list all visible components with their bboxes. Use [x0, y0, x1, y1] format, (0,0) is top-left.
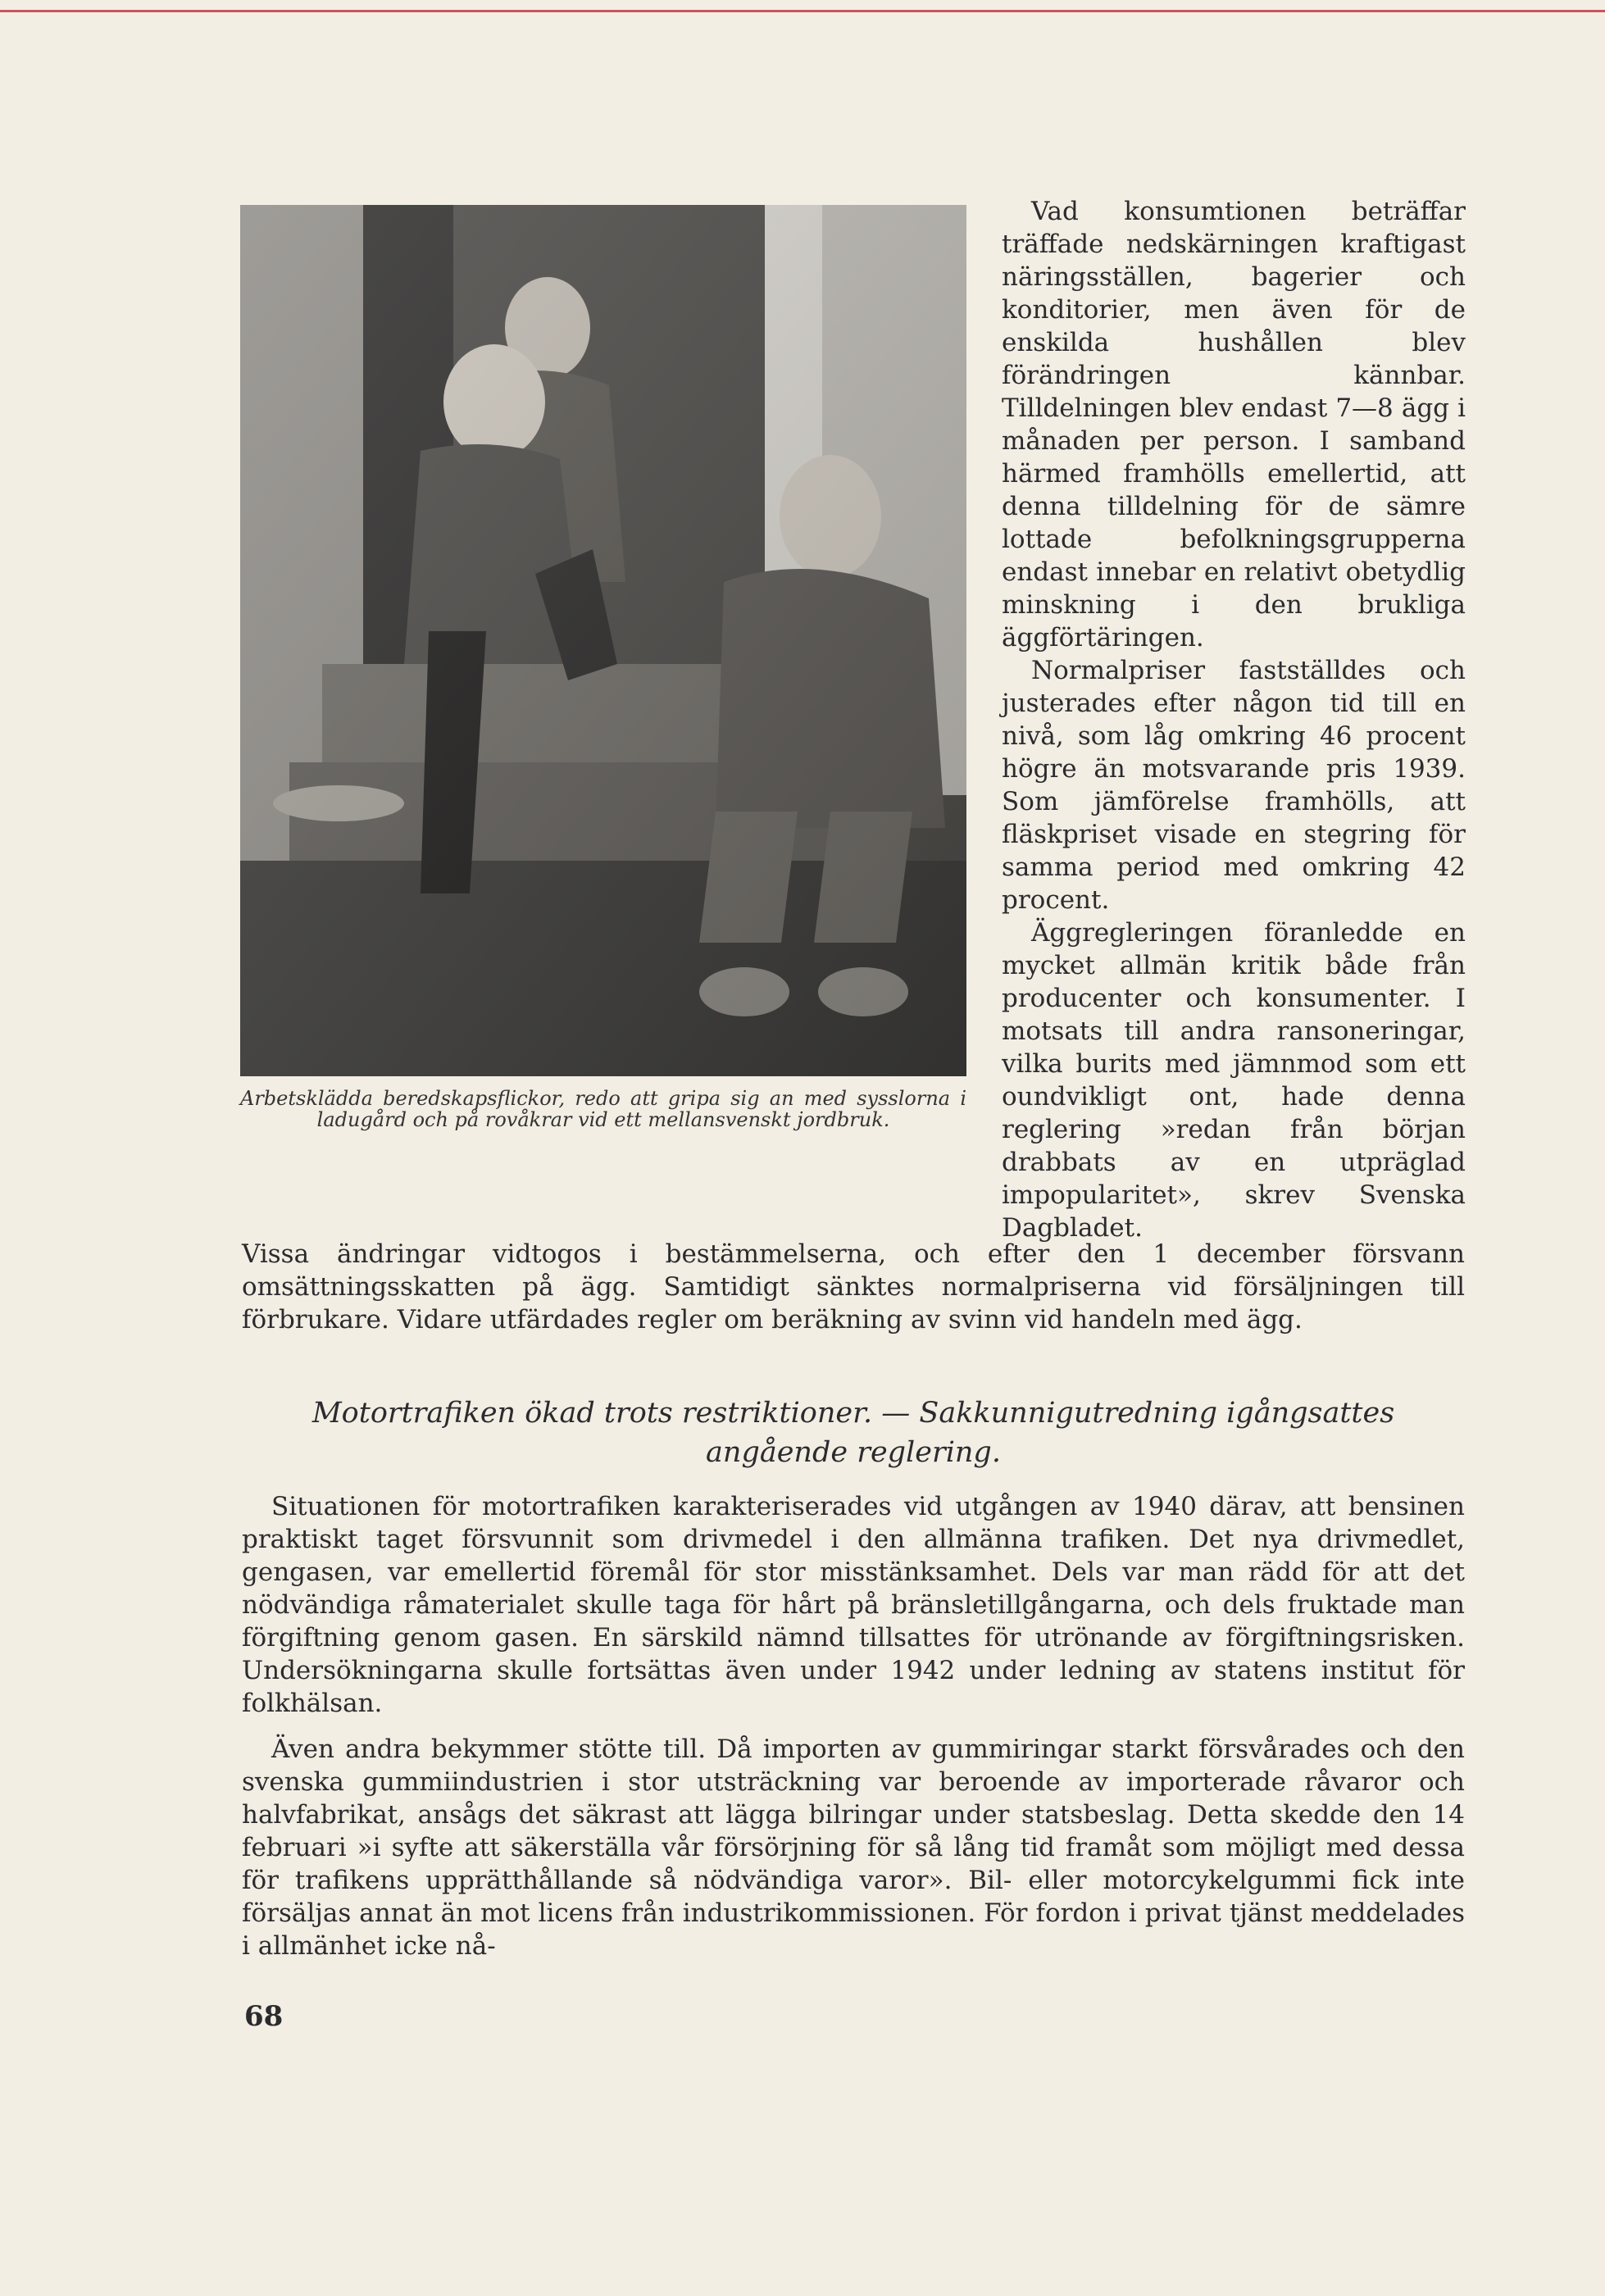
page-number: 68 [244, 2000, 284, 2033]
page-top-rule [0, 10, 1605, 12]
paragraph: Normalpriser fastställdes och justerades efter någon tid till en nivå, som låg omkring 46 procent högre än motsvarande pris 1939. Som jämförelse framhölls, att fläskpriset visade en stegring för samma period med omkring 42 procent. [1002, 656, 1466, 915]
photo-women-on-steps [240, 205, 966, 1076]
section-heading: Motortrafiken ökad trots restriktioner. — Sakkunnigutredning igångsattes angående reglering. [311, 1397, 1395, 1469]
continuation-block [242, 1238, 1465, 1336]
photo-caption: Arbetsklädda beredskapsflickor, redo att gripa sig an med sysslorna i ladugård och på rovåkrar vid ett mellansvenskt jordbruk. [240, 1087, 966, 1131]
photo-image [240, 205, 966, 1076]
paragraph: Även andra bekymmer stötte till. Då importen av gummiringar starkt försvårades och den svenska gummiindustrien i stor utsträckning var beroende av importerade råvaror och halvfabrikat, ansågs det säkrast att lägga bilringar under statsbeslag. Detta skedde den 14 februari »i syfte att säkerställa vår försörjning för så lång tid framåt som möjligt med dessa för trafikens upprätthållande så nödvändiga varor». Bil- eller motorcykelgummi fick inte försäljas annat än mot licens från industrikommissionen. För fordon i privat tjänst meddelades i allmänhet icke nå- [242, 1735, 1465, 1961]
paragraph: Äggregleringen föranledde en mycket allmän kritik både från producenter och konsumenter. I motsats till andra ransoneringar, vilka burits med jämnmod som ett oundvikligt ont, hade denna reglering »redan från början drabbats av en utpräglad impopularitet», skrev Svenska Dagbladet. [1002, 918, 1466, 1243]
section-body [242, 1490, 1465, 1962]
paragraph: Vad konsumtionen beträffar träffade nedskärningen kraftigast näringsställen, bagerier och konditorier, men även för de enskilda hushållen blev förändringen kännbar. Tilldelningen blev endast 7—8 ägg i månaden per person. I samband härmed framhölls emellertid, att denna tilldelning för de sämre lottade befolkningsgrupperna endast innebar en relativt obetydlig minskning i den brukliga äggförtäringen. [1002, 197, 1466, 652]
right-text-column [1002, 195, 1466, 1244]
paragraph: Vissa ändringar vidtogos i bestämmelserna, och efter den 1 december försvann omsättningsskatten på ägg. Samtidigt sänktes normalpriserna vid försäljningen till förbrukare. Vidare utfärdades regler om beräkning av svinn vid handeln med ägg. [242, 1239, 1465, 1334]
paragraph: Situationen för motortrafiken karakteriserades vid utgången av 1940 därav, att bensinen praktiskt taget försvunnit som drivmedel i den allmänna trafiken. Det nya drivmedlet, gengasen, var emellertid föremål för stor misstänksamhet. Dels var man rädd för att det nödvändiga råmaterialet skulle taga för hårt på bränsletillgångarna, och dels fruktade man förgiftning genom gasen. En särskild nämnd tillsattes för utrönande av förgiftningsrisken. Undersökningarna skulle fortsättas även under 1942 under ledning av statens institut för folkhälsan. [242, 1492, 1465, 1718]
